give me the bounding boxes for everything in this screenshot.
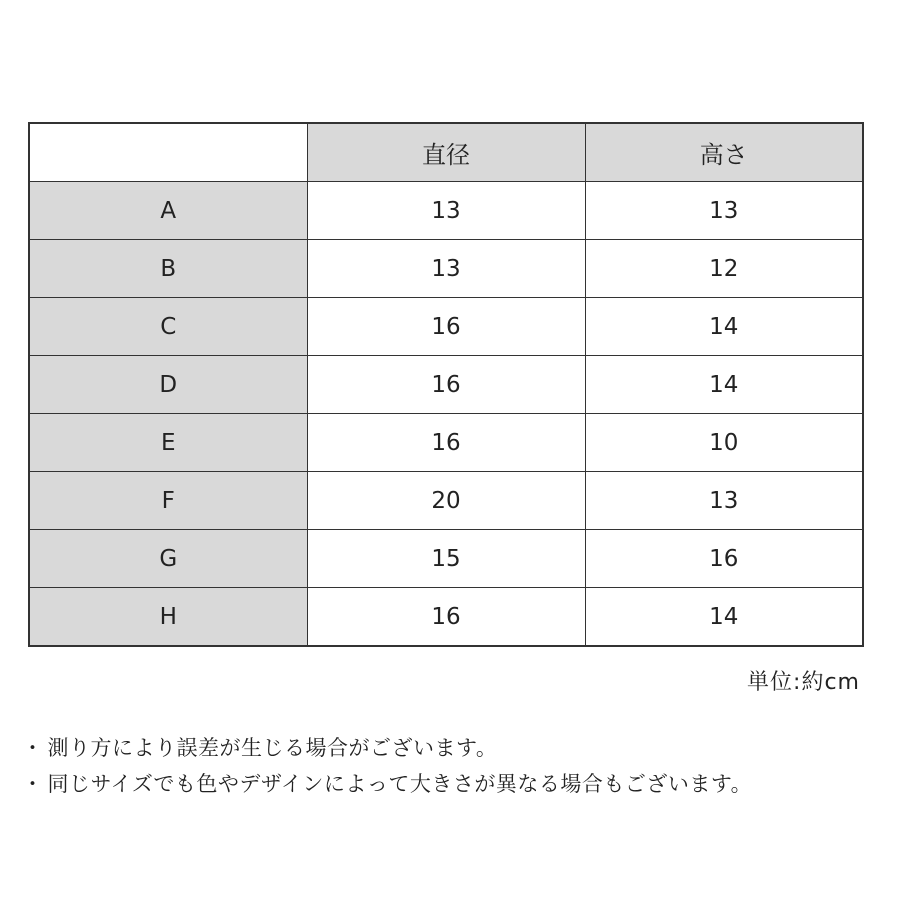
row-label: C bbox=[29, 298, 307, 356]
note-text: 同じサイズでも色やデザインによって大きさが異なる場合もございます。 bbox=[47, 772, 753, 796]
diameter-cell: 16 bbox=[307, 356, 585, 414]
header-height: 高さ bbox=[585, 123, 863, 182]
height-cell: 12 bbox=[585, 240, 863, 298]
height-cell: 16 bbox=[585, 530, 863, 588]
header-diameter: 直径 bbox=[307, 123, 585, 182]
unit-note: 単位:約cm bbox=[747, 670, 860, 695]
height-cell: 10 bbox=[585, 414, 863, 472]
row-label: H bbox=[29, 588, 307, 647]
height-cell: 13 bbox=[585, 182, 863, 240]
table-row bbox=[29, 356, 863, 414]
table-row bbox=[29, 182, 863, 240]
diameter-cell: 16 bbox=[307, 588, 585, 647]
row-label: A bbox=[29, 182, 307, 240]
diameter-cell: 16 bbox=[307, 414, 585, 472]
height-cell: 14 bbox=[585, 588, 863, 647]
height-cell: 14 bbox=[585, 356, 863, 414]
header-corner-cell bbox=[29, 123, 307, 182]
table-row bbox=[29, 414, 863, 472]
table-header-row bbox=[29, 123, 863, 182]
table-row bbox=[29, 298, 863, 356]
note-item bbox=[22, 730, 752, 766]
row-label: F bbox=[29, 472, 307, 530]
table-row bbox=[29, 472, 863, 530]
note-text: 測り方により誤差が生じる場合がございます。 bbox=[47, 736, 498, 760]
row-label: G bbox=[29, 530, 307, 588]
table-row bbox=[29, 530, 863, 588]
diameter-cell: 20 bbox=[307, 472, 585, 530]
size-table bbox=[28, 122, 864, 647]
diameter-cell: 13 bbox=[307, 240, 585, 298]
bullet-icon: ・ bbox=[22, 736, 44, 760]
table-row bbox=[29, 240, 863, 298]
note-item bbox=[22, 766, 752, 802]
bullet-icon: ・ bbox=[22, 772, 44, 796]
row-label: B bbox=[29, 240, 307, 298]
diameter-cell: 16 bbox=[307, 298, 585, 356]
diameter-cell: 15 bbox=[307, 530, 585, 588]
row-label: D bbox=[29, 356, 307, 414]
height-cell: 14 bbox=[585, 298, 863, 356]
height-cell: 13 bbox=[585, 472, 863, 530]
diameter-cell: 13 bbox=[307, 182, 585, 240]
notes-list bbox=[22, 730, 752, 802]
row-label: E bbox=[29, 414, 307, 472]
table-row bbox=[29, 588, 863, 647]
